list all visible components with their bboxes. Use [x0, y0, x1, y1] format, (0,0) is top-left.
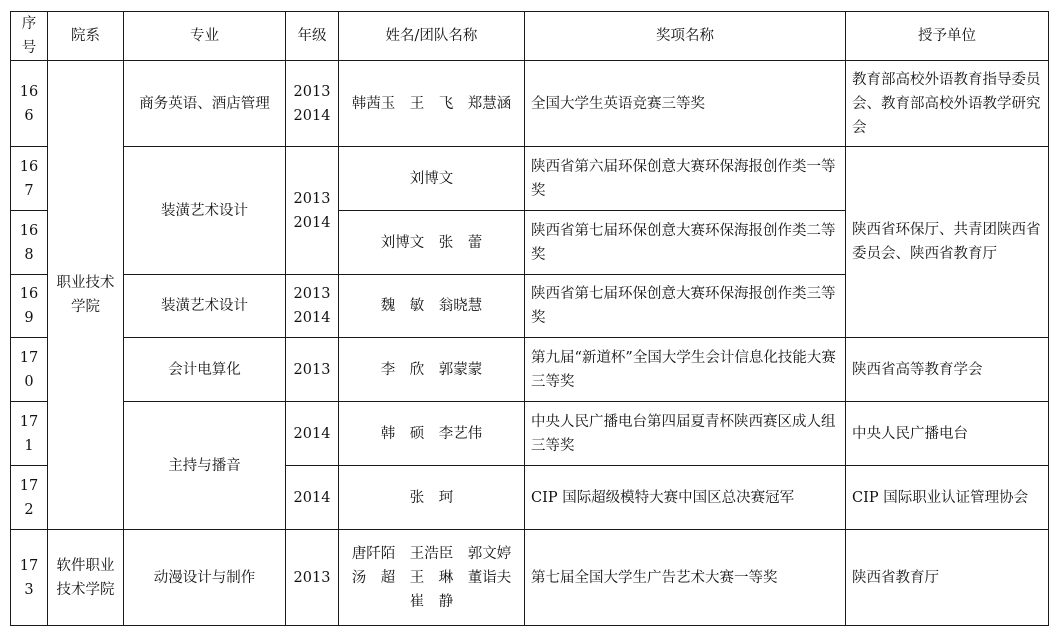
major-cell: 商务英语、酒店管理: [124, 61, 286, 147]
header-row: [11, 12, 1049, 61]
name-cell: 韩 硕 李艺伟: [339, 402, 525, 466]
name-cell: 李 欣 郭蒙蒙: [339, 338, 525, 402]
award-cell: CIP 国际超级模特大赛中国区总决赛冠军: [525, 466, 846, 530]
row-index: 169: [11, 275, 48, 338]
major-cell: 动漫设计与制作: [124, 530, 286, 626]
row-index: 170: [11, 338, 48, 402]
name-cell: 魏 敏 翁晓慧: [339, 275, 525, 338]
table-row: [11, 530, 1049, 626]
header-name: 姓名/团队名称: [339, 12, 525, 61]
award-cell: 第九届“新道杯”全国大学生会计信息化技能大赛三等奖: [525, 338, 846, 402]
award-cell: 陕西省第七届环保创意大赛环保海报创作类二等奖: [525, 211, 846, 275]
table-row: [11, 147, 1049, 211]
grantor-cell: 中央人民广播电台: [846, 402, 1049, 466]
grade-cell: 2013 2014: [286, 275, 339, 338]
grantor-cell: 陕西省环保厅、共青团陕西省委员会、陕西省教育厅: [846, 147, 1049, 338]
table-row: [11, 402, 1049, 466]
row-index: 171: [11, 402, 48, 466]
row-index: 172: [11, 466, 48, 530]
name-cell: 刘博文 张 蕾: [339, 211, 525, 275]
header-award: 奖项名称: [525, 12, 846, 61]
name-cell: 刘博文: [339, 147, 525, 211]
header-grade: 年级: [286, 12, 339, 61]
row-index: 166: [11, 61, 48, 147]
major-cell: 装潢艺术设计: [124, 275, 286, 338]
grade-cell: 2013: [286, 530, 339, 626]
grade-cell: 2014: [286, 402, 339, 466]
grade-cell: 2013: [286, 338, 339, 402]
name-cell: 唐阡陌 王浩臣 郭文婷 汤 超 王 琳 董诣夫 崔 静: [339, 530, 525, 626]
award-cell: 陕西省第七届环保创意大赛环保海报创作类三等奖: [525, 275, 846, 338]
header-major: 专业: [124, 12, 286, 61]
department-cell: 职业技术学院: [48, 61, 124, 530]
grade-cell: 2013 2014: [286, 61, 339, 147]
grade-cell: 2014: [286, 466, 339, 530]
grade-cell: 2013 2014: [286, 147, 339, 275]
row-index: 167: [11, 147, 48, 211]
major-cell: 主持与播音: [124, 402, 286, 530]
row-index: 173: [11, 530, 48, 626]
major-cell: 装潢艺术设计: [124, 147, 286, 275]
header-grantor: 授予单位: [846, 12, 1049, 61]
row-index: 168: [11, 211, 48, 275]
department-cell: 软件职业技术学院: [48, 530, 124, 626]
award-cell: 第七届全国大学生广告艺术大赛一等奖: [525, 530, 846, 626]
major-cell: 会计电算化: [124, 338, 286, 402]
grantor-cell: 陕西省高等教育学会: [846, 338, 1049, 402]
award-cell: 中央人民广播电台第四届夏青杯陕西赛区成人组三等奖: [525, 402, 846, 466]
grantor-cell: 教育部高校外语教育指导委员会、教育部高校外语教学研究会: [846, 61, 1049, 147]
header-department: 院系: [48, 12, 124, 61]
table-row: [11, 338, 1049, 402]
table-row: [11, 61, 1049, 147]
grantor-cell: 陕西省教育厅: [846, 530, 1049, 626]
awards-table: [10, 11, 1049, 626]
name-cell: 张 珂: [339, 466, 525, 530]
award-cell: 陕西省第六届环保创意大赛环保海报创作类一等奖: [525, 147, 846, 211]
header-index: 序号: [11, 12, 48, 61]
name-cell: 韩茜玉 王 飞 郑慧涵: [339, 61, 525, 147]
grantor-cell: CIP 国际职业认证管理协会: [846, 466, 1049, 530]
award-cell: 全国大学生英语竞赛三等奖: [525, 61, 846, 147]
